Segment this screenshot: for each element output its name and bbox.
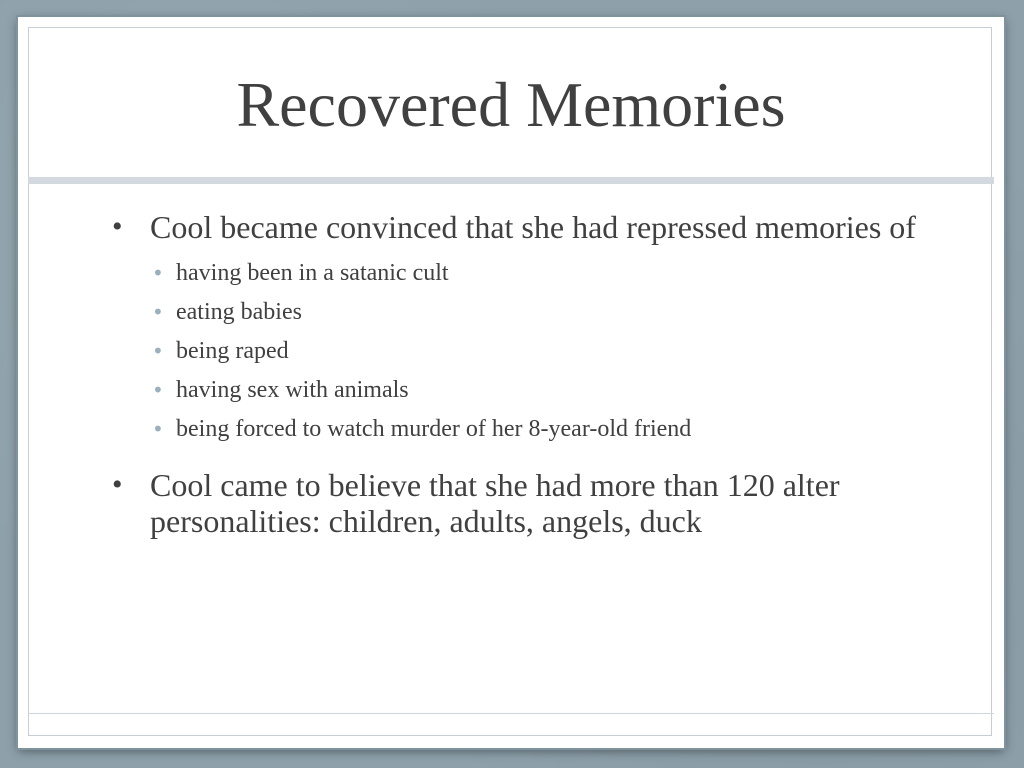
sub-bullet-item [150,410,944,449]
sub-bullet-text: eating babies [176,299,302,325]
bullet-item [18,467,1004,539]
sub-bullet-icon: • [152,378,164,402]
bullet-icon: • [112,210,123,243]
bullet-item [18,209,1004,449]
sub-bullet-icon: • [152,417,164,441]
sub-bullet-item [150,293,944,332]
sub-bullet-text: being raped [176,338,289,364]
slide [18,17,1004,748]
footer-divider [28,713,994,714]
sub-bullet-item [150,254,944,293]
title-divider [28,177,994,184]
sub-bullet-text: having been in a satanic cult [176,260,449,286]
sub-bullet-text: being forced to watch murder of her 8-year-old friend [176,416,692,442]
sub-bullet-icon: • [152,261,164,285]
sub-bullet-icon: • [152,339,164,363]
slide-title: Recovered Memories [236,69,786,140]
bullet-text: Cool came to believe that she had more than 120 alter personalities: children, adults, angels, duck [150,467,840,539]
sub-bullet-list [150,254,944,449]
sub-bullet-text: having sex with animals [176,377,409,403]
bullet-icon: • [112,468,123,501]
sub-bullet-item [150,371,944,410]
bullet-list [18,209,1004,557]
bullet-text: Cool became convinced that she had repressed memories of [150,209,916,245]
sub-bullet-icon: • [152,300,164,324]
sub-bullet-item [150,332,944,371]
